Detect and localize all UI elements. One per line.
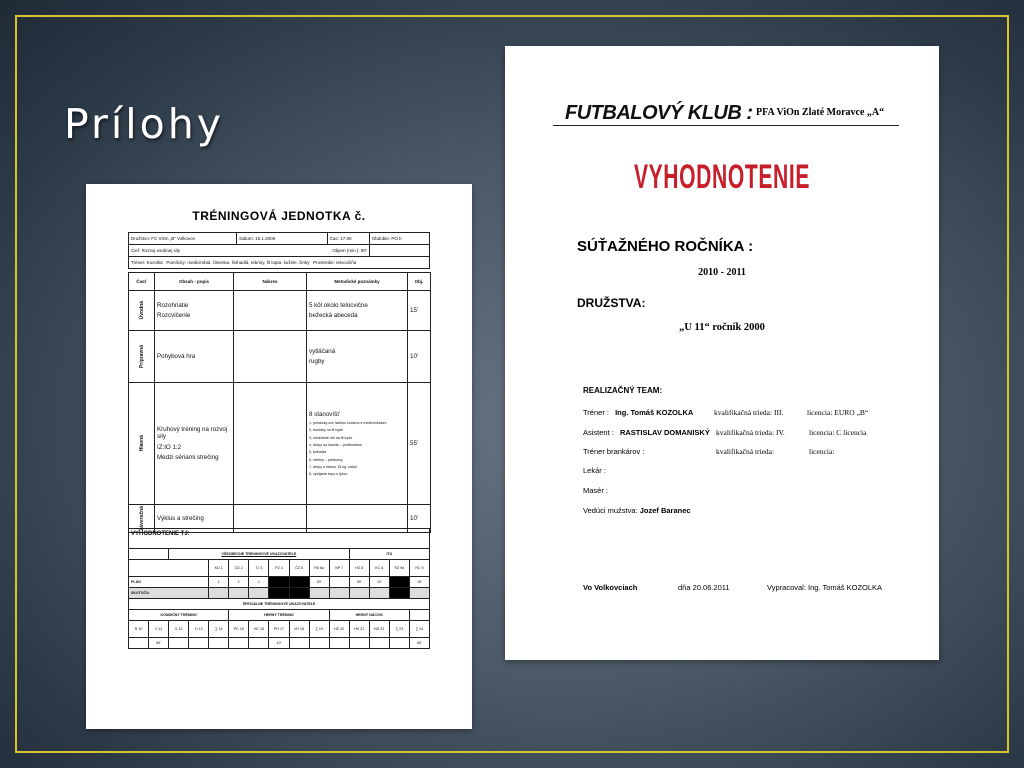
- volume-value: 90': [360, 247, 367, 253]
- cell: [289, 577, 309, 588]
- label: Vedúci mužstva:: [583, 506, 638, 515]
- cell: 10': [369, 577, 389, 588]
- column-header: V 11: [149, 621, 169, 638]
- time-value: 15': [408, 291, 431, 331]
- column-header: NP 7: [329, 560, 349, 577]
- cell: 10': [269, 638, 289, 649]
- table-row: [129, 291, 431, 331]
- table-row: [129, 383, 431, 505]
- period-value: PO II: [391, 235, 402, 241]
- table-row: [129, 331, 431, 383]
- cell: [289, 638, 309, 649]
- label: Masér :: [583, 486, 609, 495]
- note-line: 8, vybíjanie tepu s lyžou: [309, 472, 348, 477]
- evaluation-table: [128, 528, 430, 649]
- note-line: 5, švihadlá: [309, 450, 327, 455]
- cell: 1: [209, 577, 229, 588]
- club-subtitle: PFA ViOn Zlaté Moravce „A“: [756, 107, 885, 118]
- note-line: 5 kôl okolo telocvične: [309, 301, 368, 309]
- game-drill-label: HERNÝ NÁCVIK: [329, 610, 409, 621]
- label: Tréner brankárov :: [583, 447, 645, 456]
- slide-title: Prílohy: [64, 100, 224, 148]
- content-line: Rozohriatie: [157, 301, 189, 309]
- table-header-row: [129, 560, 430, 577]
- column-header: RZ 9a: [389, 560, 409, 577]
- label: Dátum:: [239, 235, 254, 241]
- time-value: 10': [408, 331, 431, 383]
- qualification: kvalifikačná trieda:: [716, 447, 775, 456]
- staff-heading: REALIZAČNÝ TEAM:: [583, 386, 663, 395]
- note-line: 3, odrážanie rúk na fit lopte: [309, 435, 353, 440]
- label: Tréner:: [131, 259, 146, 265]
- team-value: „U 11“ ročník 2000: [679, 322, 765, 333]
- part-name: Úvodná: [138, 301, 145, 320]
- coach-value: Kozolka: [146, 259, 163, 265]
- note-line: bežecká abeceda: [309, 312, 358, 319]
- part-name: Prípravná: [138, 344, 145, 369]
- cell: 1: [249, 577, 269, 588]
- column-header: HC 16: [249, 621, 269, 638]
- goalkeeper-coach-row: [583, 447, 835, 456]
- conditioning-label: KONDIČNÝ TRÉNING: [129, 610, 229, 621]
- table-header-row: [129, 621, 430, 638]
- cell: 55': [149, 638, 169, 649]
- note-heading: 8 stanovíšť: [309, 410, 340, 418]
- label: Prostredie:: [313, 259, 335, 265]
- training-plan-table: [128, 272, 431, 533]
- column-header: VH 18: [289, 621, 309, 638]
- part-name: Hlavná: [138, 435, 145, 452]
- equipment-value: medicimbal, činienka, švihadlá, rebriny, fit lopta, kužele, činky: [187, 259, 310, 265]
- training-sheet-image: [86, 184, 472, 729]
- column-header: PC 15: [229, 621, 249, 638]
- column-header: ∑ 19: [309, 621, 329, 638]
- column-header: TJ 3: [249, 560, 269, 577]
- label: Družstvo:: [131, 235, 151, 241]
- content-line: Výklus a strečing: [155, 505, 234, 533]
- cell: [389, 577, 409, 588]
- column-header: R 10: [129, 621, 149, 638]
- column-header: PH 17: [269, 621, 289, 638]
- cell: 20': [309, 577, 329, 588]
- environment-value: telocvičňa: [336, 259, 357, 265]
- cell: 1: [229, 577, 249, 588]
- table-header-row: [129, 273, 431, 291]
- cell: 90': [349, 577, 369, 588]
- club-title: FUTBALOVÝ KLUB :: [565, 102, 753, 124]
- label: Čas:: [329, 235, 339, 241]
- team-manager-row: [583, 506, 691, 515]
- time-value: 17.00: [340, 235, 352, 241]
- cell: 15': [409, 577, 429, 588]
- prepared-by: Vypracoval: Ing. Tomáš KOZOLKA: [767, 583, 883, 592]
- column-header: R6 6a: [309, 560, 329, 577]
- cell: [249, 638, 269, 649]
- assistant-name: RASTISLAV DOMANISKÝ: [619, 428, 710, 437]
- column-header: Metodické poznámky: [307, 273, 408, 291]
- cell: [229, 638, 249, 649]
- column-header: KC 6: [369, 560, 389, 577]
- masseur-row: [583, 486, 608, 495]
- signature-place: Vo Volkovciach: [583, 583, 638, 592]
- general-indicators-label: VŠEOBECNÉ TRÉNINGOVÉ UKAZOVATELE: [169, 549, 350, 560]
- note-line: 1, preskoky cez lavičku snožmo s medicimbalom: [309, 420, 387, 425]
- coach-name: Ing. Tomáš KOZOLKA: [615, 408, 694, 417]
- game-training-label: HERNÝ TRÉNING: [229, 610, 329, 621]
- note-line: 4, drepy na hrazde – podhmatom: [309, 442, 362, 447]
- evaluation-heading: VYHODNOTENIE: [633, 158, 811, 196]
- table-row: [129, 577, 430, 588]
- column-header: Obsah - popis: [155, 273, 234, 291]
- cell: [329, 577, 349, 588]
- column-header: PZ 4: [269, 560, 289, 577]
- column-header: O 13: [189, 621, 209, 638]
- itu-label: ITÚ: [349, 549, 429, 560]
- note-line: 7, drepy s činkou 15 kg. záťaž: [309, 464, 357, 469]
- plan-label: PLÁN: [129, 577, 209, 588]
- cell: [169, 638, 189, 649]
- cell: [369, 638, 389, 649]
- cell: [269, 577, 289, 588]
- doctor-row: [583, 466, 606, 475]
- goal-value: Rozvoj osobnej sily: [141, 247, 181, 253]
- license: licencia:: [809, 447, 835, 456]
- cell: [309, 638, 329, 649]
- team-heading: DRUŽSTVA:: [577, 296, 646, 310]
- content-line: Kruhový tréning na rozvoj sily: [157, 425, 228, 441]
- table-row: [129, 588, 430, 599]
- header-rule: [553, 125, 899, 126]
- cell: [349, 638, 369, 649]
- column-header: Nákres: [234, 273, 307, 291]
- part-name: Záverečná: [138, 506, 145, 531]
- cell: [129, 638, 149, 649]
- column-header: ∑ 23: [389, 621, 409, 638]
- cell: [329, 638, 349, 649]
- time-value: 55': [408, 383, 431, 505]
- cell: [209, 638, 229, 649]
- note-line: 6, rebriny – prednosy: [309, 457, 343, 462]
- note-line: 2, brušáky na fit lopte: [309, 428, 344, 433]
- column-header: S 12: [169, 621, 189, 638]
- signature-date: dňa 20.06.2011: [678, 583, 730, 592]
- date-value: 15.1.2009: [255, 235, 276, 241]
- special-indicators-label: ŠPECIÁLNE TRÉNINGOVÉ UKAZOVATELE: [129, 599, 430, 610]
- time-value: 10': [408, 505, 431, 533]
- column-header: HK 21: [349, 621, 369, 638]
- license: licencia: C licencia: [809, 428, 867, 437]
- column-header: ČZ 5: [289, 560, 309, 577]
- training-info-table: [128, 232, 430, 269]
- actual-label: SKUTOČN.: [129, 588, 209, 599]
- cell: [189, 638, 209, 649]
- column-header: HČ 20: [329, 621, 349, 638]
- column-header: HZ 8: [349, 560, 369, 577]
- season-evaluation-image: [505, 46, 939, 660]
- content-line: Pohybová hra: [155, 331, 234, 383]
- label: Objem (min.):: [332, 247, 360, 253]
- label: Asistent :: [583, 428, 614, 437]
- manager-name: Jozef Baranec: [639, 506, 691, 515]
- column-header: Obj.: [408, 273, 431, 291]
- note-line: vytláčaná: [309, 347, 336, 355]
- content-line: IZ:IO 1:2: [157, 443, 182, 451]
- cell: 65': [409, 638, 429, 649]
- column-header: KD 1: [209, 560, 229, 577]
- label: Obdobie:: [371, 235, 391, 241]
- content-line: Medzi sériami strečing: [157, 453, 219, 461]
- column-header: DZ 2: [229, 560, 249, 577]
- label: Cieľ:: [131, 247, 141, 253]
- column-header: ∑ 24: [409, 621, 429, 638]
- note-line: rugby: [309, 358, 325, 365]
- table-row: [129, 638, 430, 649]
- coach-row: [583, 408, 869, 417]
- team-value: FC ViOn „B“ Volkovce: [151, 235, 195, 241]
- column-header: RC 9: [409, 560, 429, 577]
- column-header: NS 22: [369, 621, 389, 638]
- season-value: 2010 - 2011: [698, 267, 746, 278]
- evaluation-title: VYHODNOTENIE TJ:: [129, 529, 430, 549]
- content-line: Rozcvičenie: [157, 312, 191, 319]
- qualification: kvalifikačná trieda: IV.: [716, 428, 785, 437]
- label: Pomôcky:: [166, 259, 187, 265]
- qualification: kvalifikačná trieda: III.: [714, 408, 784, 417]
- assistant-row: [583, 428, 867, 437]
- label: Tréner :: [583, 408, 609, 417]
- label: Lekár :: [583, 466, 606, 475]
- cell: [389, 638, 409, 649]
- training-sheet-title: TRÉNINGOVÁ JEDNOTKA č.: [192, 209, 366, 223]
- column-header: Časť: [129, 273, 155, 291]
- license: licencia: EURO „B“: [807, 408, 869, 417]
- season-heading: SÚŤAŽNÉHO ROČNÍKA :: [577, 238, 754, 255]
- column-header: ∑ 14: [209, 621, 229, 638]
